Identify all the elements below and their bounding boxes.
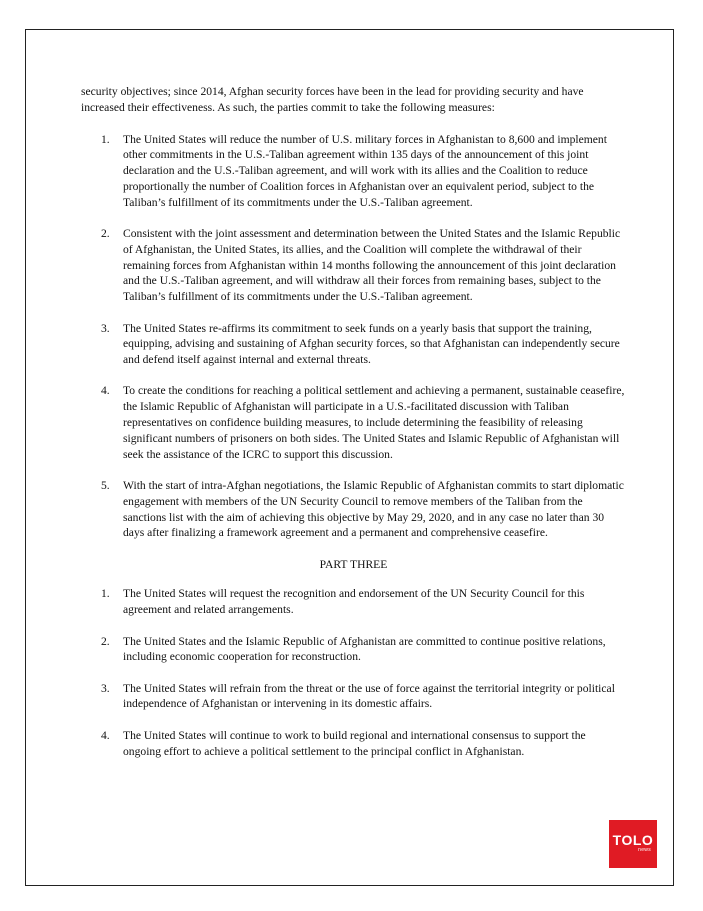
item-text: The United States will continue to work to build regional and international consensus to support the ongoing effort to achieve a political settlement to the principal conflict in Afghanistan. <box>123 728 586 758</box>
list-item <box>81 321 626 368</box>
document-body <box>81 84 626 775</box>
intro-paragraph: security objectives; since 2014, Afghan security forces have been in the lead for providing security and have increased their effectiveness. As such, the parties commit to take the following measures: <box>81 85 584 114</box>
list-item <box>81 586 626 618</box>
item-number: 4. <box>101 384 110 398</box>
item-text: The United States will reduce the number of U.S. military forces in Afghanistan to 8,600 and implement other commitments in the U.S.-Taliban agreement within 135 days of the announcement of this joint declaration and the U.S.-Taliban agreement, and will work with its allies and the Coalition to reduce proportionally the number of Coalition forces in Afghanistan over an equivalent period, subject to the Taliban’s fulfillment of its commitments under the U.S.-Taliban agreement. <box>123 132 607 209</box>
section-heading-part-three: PART THREE <box>319 557 388 571</box>
logo-brand-text: TOLO <box>612 832 654 848</box>
item-text: The United States will refrain from the threat or the use of force against the territorial integrity or political independence of Afghanistan or intervening in its domestic affairs. <box>123 681 615 711</box>
item-text: Consistent with the joint assessment and determination between the United States and the Islamic Republic of Afghanistan, the United States, its allies, and the Coalition will complete the withdrawal of their remaining forces from Afghanistan within 14 months following the announcement of this joint declaration and the U.S.-Taliban agreement, and will withdraw all their forces from remaining bases, subject to the Taliban’s fulfillment of its commitments under the U.S.-Taliban agreement. <box>123 227 621 304</box>
item-text: The United States re-affirms its commitment to seek funds on a yearly basis that support the training, equipping, advising and sustaining of Afghan security forces, so that Afghanistan can independently secure and defend itself against internal and external threats. <box>123 321 620 367</box>
item-number: 3. <box>101 321 110 335</box>
list-item <box>81 634 626 666</box>
item-number: 3. <box>101 681 110 695</box>
item-number: 1. <box>101 587 110 601</box>
item-number: 4. <box>101 728 110 742</box>
logo-sub-text: news <box>638 847 651 853</box>
item-text: To create the conditions for reaching a political settlement and achieving a permanent, sustainable ceasefire, the Islamic Republic of Afghanistan will participate in a U.S.-facilitated discussion with Taliban representatives on confidence building measures, to include determining the feasibility of releasing significant numbers of prisoners on both sides. The United States and Islamic Republic of Afghanistan will seek the assistance of the ICRC to support this discussion. <box>123 384 625 461</box>
list-item <box>81 132 626 211</box>
list-item <box>81 728 626 760</box>
item-text: The United States and the Islamic Republic of Afghanistan are committed to continue positive relations, including economic cooperation for reconstruction. <box>123 634 606 664</box>
item-number: 2. <box>101 227 110 241</box>
part-two-list <box>81 132 626 542</box>
list-item <box>81 478 626 541</box>
item-number: 2. <box>101 634 110 648</box>
list-item <box>81 383 626 462</box>
tolo-news-logo <box>609 820 657 868</box>
part-three-list <box>81 586 626 759</box>
item-text: With the start of intra-Afghan negotiations, the Islamic Republic of Afghanistan commits to start diplomatic engagement with members of the UN Security Council to remove members of the Taliban from the sanctions list with the aim of achieving this objective by May 29, 2020, and in any case no later than 30 days after finalizing a framework agreement and a permanent and comprehensive ceasefire. <box>123 478 624 540</box>
item-number: 1. <box>101 132 110 146</box>
item-text: The United States will request the recognition and endorsement of the UN Security Council for this agreement and related arrangements. <box>123 587 585 617</box>
list-item <box>81 226 626 305</box>
list-item <box>81 681 626 713</box>
item-number: 5. <box>101 478 110 492</box>
